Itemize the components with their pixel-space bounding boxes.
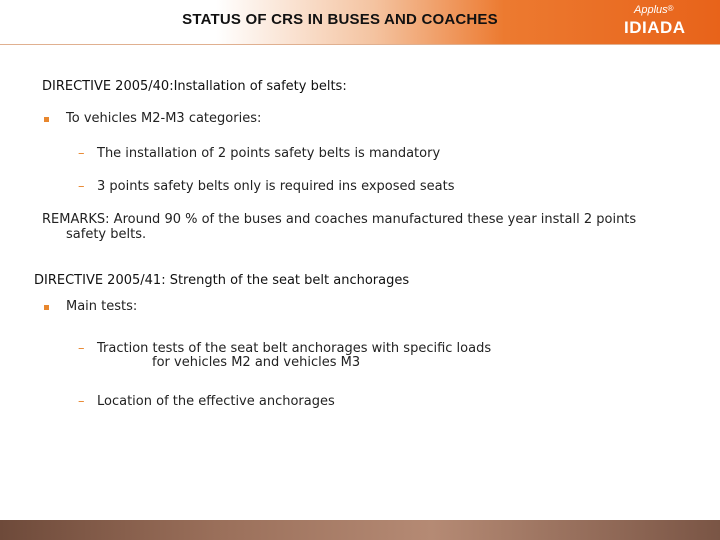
dash-icon: – bbox=[78, 179, 85, 194]
logo-applus: Applus® bbox=[634, 4, 674, 16]
dash-icon: – bbox=[78, 394, 85, 409]
dash-icon: – bbox=[78, 146, 85, 161]
idiada-logo bbox=[624, 2, 708, 42]
footer-bar bbox=[0, 520, 720, 540]
sub-item-traction-tests-line-1: Traction tests of the seat belt anchorages with specific loads bbox=[97, 341, 492, 356]
directive-2005-41-heading: DIRECTIVE 2005/41: Strength of the seat belt anchorages bbox=[34, 273, 410, 288]
remarks-line-1: REMARKS: Around 90 % of the buses and coaches manufactured these year install 2 points bbox=[42, 212, 637, 227]
bullet-square-icon bbox=[44, 117, 49, 122]
bullet-main-tests: Main tests: bbox=[66, 299, 138, 314]
bullet-vehicle-categories: To vehicles M2-M3 categories: bbox=[66, 111, 262, 126]
header-bar bbox=[0, 0, 720, 45]
dash-icon: – bbox=[78, 341, 85, 356]
sub-item-anchorage-location: Location of the effective anchorages bbox=[97, 394, 335, 409]
slide-title: STATUS OF CRS IN BUSES AND COACHES bbox=[182, 11, 498, 28]
remarks-line-2: safety belts. bbox=[66, 227, 147, 242]
sub-item-traction-tests-line-2: for vehicles M2 and vehicles M3 bbox=[152, 355, 361, 370]
bullet-square-icon bbox=[44, 305, 49, 310]
logo-idiada: IDIADA bbox=[624, 18, 686, 37]
sub-item-3-point-belts: 3 points safety belts only is required ins exposed seats bbox=[97, 179, 455, 194]
directive-2005-40-heading: DIRECTIVE 2005/40:Installation of safety belts: bbox=[42, 79, 347, 94]
sub-item-2-point-belts: The installation of 2 points safety belts is mandatory bbox=[97, 146, 441, 161]
